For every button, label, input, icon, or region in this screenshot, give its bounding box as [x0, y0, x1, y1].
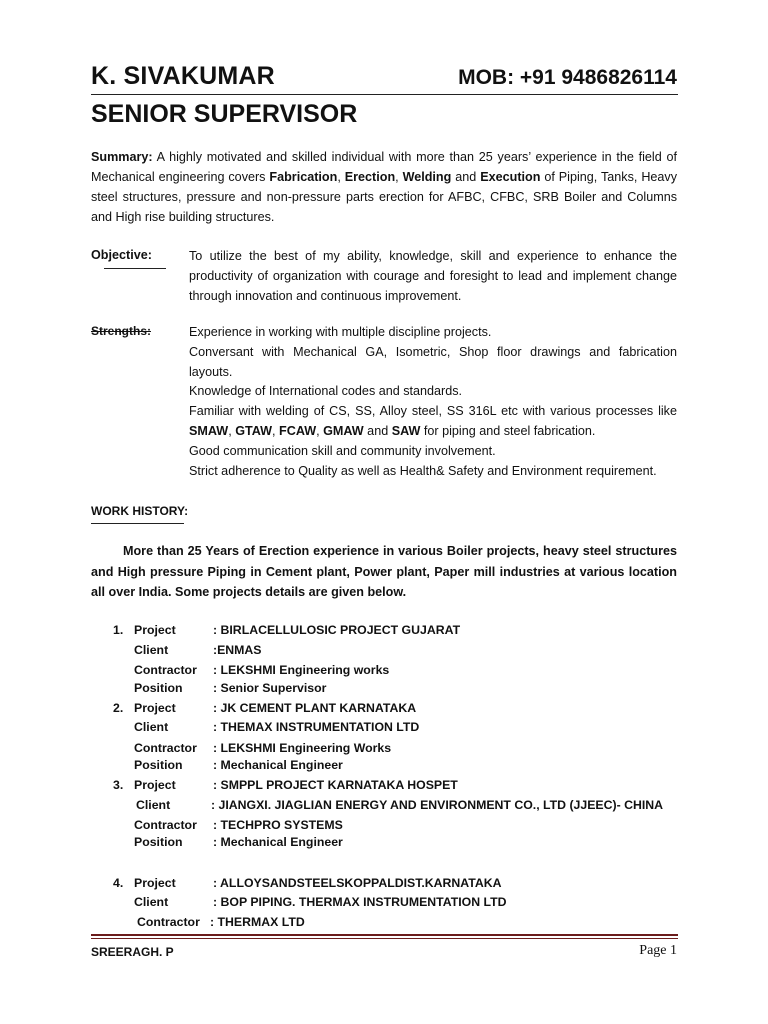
project-value: : BIRLACELLULOSIC PROJECT GUJARAT [213, 623, 461, 637]
position-label: Position [134, 681, 183, 695]
strength-text: and [363, 423, 392, 438]
job-title: SENIOR SUPERVISOR [91, 100, 358, 128]
position-label: Position [134, 835, 183, 849]
project-label: Project [134, 623, 176, 637]
project-value: : ALLOYSANDSTEELSKOPPALDIST.KARNATAKA [213, 876, 502, 890]
summary-label: Summary: [91, 150, 153, 164]
summary-text: and [451, 170, 481, 184]
contractor-label: Contractor [134, 741, 197, 755]
strength-text: , [228, 423, 236, 438]
strengths-label: Strengths: [91, 324, 151, 338]
strength-item: Experience in working with multiple discipline projects. [189, 325, 492, 339]
strengths-list [189, 323, 677, 481]
strength-text: , [316, 423, 324, 438]
summary-text: , [395, 170, 403, 184]
summary-paragraph [91, 147, 677, 227]
contractor-value: : THERMAX LTD [210, 915, 305, 929]
client-label: Client [134, 720, 169, 734]
position-value: : Mechanical Engineer [213, 835, 343, 849]
contractor-label: Contractor [134, 663, 197, 677]
position-value: : Mechanical Engineer [213, 758, 343, 772]
summary-text: of Piping, Tanks, Heavy steel structures, pressure and non-pressure parts erection for AFBC, CFBC, SRB Boiler and Columns and High rise building structures. [91, 170, 678, 224]
project-number: 3. [113, 778, 124, 792]
project-number: 4. [113, 876, 124, 890]
strength-text: for piping and steel fabrication. [420, 423, 596, 438]
contractor-label: Contractor [134, 818, 197, 832]
strength-text: Familiar with welding of CS, SS, Alloy steel, SS 316L etc with various processes like [189, 404, 677, 419]
client-label: Client [134, 895, 169, 909]
client-value: : THEMAX INSTRUMENTATION LTD [213, 720, 420, 734]
work-history-heading: WORK HISTORY: [91, 504, 189, 518]
mobile-number: MOB: +91 9486826114 [458, 66, 677, 89]
strength-item [189, 402, 677, 442]
client-value: : JIANGXI. JIAGLIAN ENERGY AND ENVIRONMENT CO., LTD (JJEEC)- CHINA [211, 798, 664, 812]
process-smaw: SMAW [189, 423, 229, 438]
project-number: 2. [113, 701, 124, 715]
summary-bold: Welding [402, 170, 452, 184]
project-label: Project [134, 778, 176, 792]
footer-divider [91, 934, 678, 936]
client-label: Client [136, 798, 171, 812]
footer-author: SREERAGH. P [91, 945, 174, 959]
contractor-value: : LEKSHMI Engineering works [213, 663, 390, 677]
summary-bold: Fabrication [269, 170, 338, 184]
process-gmaw: GMAW [323, 423, 364, 438]
summary-bold: Execution [480, 170, 541, 184]
client-value: : BOP PIPING. THERMAX INSTRUMENTATION LTD [213, 895, 507, 909]
position-value: : Senior Supervisor [213, 681, 327, 695]
client-label: Client [134, 643, 169, 657]
objective-text: To utilize the best of my ability, knowledge, skill and experience to enhance the productivity of organization with courage and foresight to lead and implement change through innovation and continuous improvement. [189, 249, 677, 303]
objective-label: Objective: [91, 248, 152, 262]
strength-item: Good communication skill and community involvement. [189, 443, 496, 458]
project-label: Project [134, 701, 176, 715]
project-number: 1. [113, 623, 124, 637]
process-fcaw: FCAW [279, 423, 317, 438]
position-label: Position [134, 758, 183, 772]
project-value: : SMPPL PROJECT KARNATAKA HOSPET [213, 778, 458, 792]
contractor-value: : LEKSHMI Engineering Works [213, 741, 392, 755]
candidate-name: K. SIVAKUMAR [91, 62, 275, 90]
strength-item: Knowledge of International codes and standards. [189, 384, 463, 399]
header-divider [91, 94, 678, 95]
project-value: : JK CEMENT PLANT KARNATAKA [213, 701, 417, 715]
process-saw: SAW [391, 423, 421, 438]
project-label: Project [134, 876, 176, 890]
client-value: :ENMAS [213, 643, 262, 657]
objective-underline [104, 268, 166, 269]
summary-text: A highly motivated and skilled individual with more than 25 years’ experience in the field of Mechanical engineering covers [91, 150, 677, 184]
work-history-underline [91, 523, 184, 524]
strength-item: Strict adherence to Quality as well as Health& Safety and Environment requirement. [189, 463, 657, 478]
contractor-label: Contractor [137, 915, 200, 929]
strength-text: , [272, 423, 280, 438]
strength-item: Conversant with Mechanical GA, Isometric, Shop floor drawings and fabrication layouts. [189, 344, 677, 379]
contractor-value: : TECHPRO SYSTEMS [213, 818, 343, 832]
footer-divider-thin [91, 938, 678, 939]
summary-text: , [337, 170, 345, 184]
page-number: Page 1 [639, 943, 677, 958]
summary-bold: Erection [344, 170, 396, 184]
process-gtaw: GTAW [235, 423, 273, 438]
work-history-intro: More than 25 Years of Erection experience in various Boiler projects, heavy steel structures and High pressure Piping in Cement plant, Power plant, Paper mill industries at various location all over India. Some projects details are given below. [91, 544, 677, 599]
